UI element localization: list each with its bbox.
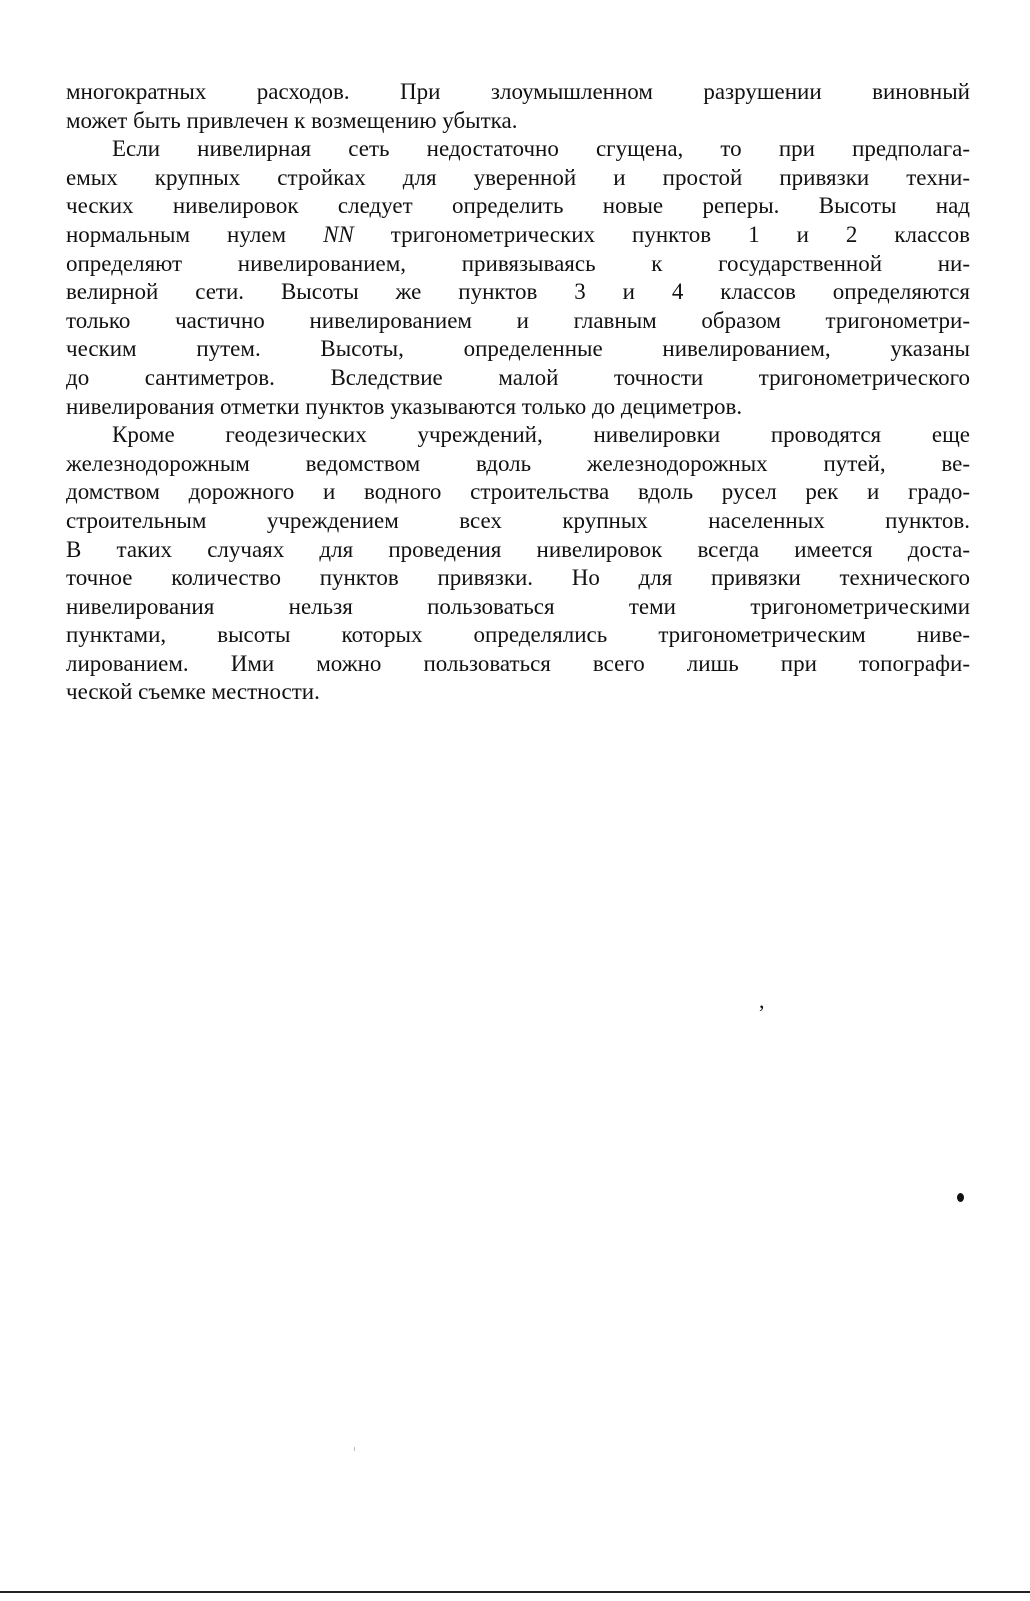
text-line: Кроме геодезических учреждений, нивелировки проводятся еще <box>112 422 970 448</box>
text-line: нормальным нулем NN тригонометрических пунктов 1 и 2 классов <box>66 221 971 247</box>
text-line: до сантиметров. Вследствие малой точности тригонометрического <box>66 364 970 390</box>
text-line: определяют нивелированием, привязываясь к государственной ни- <box>66 250 970 276</box>
paragraph-2 <box>66 135 970 421</box>
faint-speck-mark <box>354 1447 355 1451</box>
text-line: В таких случаях для проведения нивелировок всегда имеется доста- <box>66 536 970 562</box>
body-text <box>66 78 970 707</box>
text-line: многократных расходов. При злоумышленном разрушении виновный <box>66 79 970 104</box>
text-line: лированием. Ими можно пользоваться всего лишь при топографи- <box>66 650 970 676</box>
text-line: емых крупных стройках для уверенной и простой привязки техни- <box>66 164 970 190</box>
text-line: ческим путем. Высоты, определенные нивелированием, указаны <box>66 336 970 362</box>
text-line: железнодорожным ведомством вдоль железнодорожных путей, ве- <box>66 450 970 476</box>
text-line: точное количество пунктов привязки. Но для привязки технического <box>66 565 970 591</box>
text-line: нивелирования нельзя пользоваться теми тригонометрическими <box>66 593 970 619</box>
paragraph-3 <box>66 421 970 707</box>
text-line: нивелирования отметки пунктов указываются только до дециметров. <box>66 393 743 419</box>
bottom-edge-rule <box>0 1591 1030 1593</box>
text-line: ческой съемке местности. <box>66 679 320 705</box>
stray-dot-mark <box>957 1193 964 1202</box>
paragraph-1 <box>66 78 970 135</box>
text-line: может быть привлечен к возмещению убытка. <box>66 107 518 133</box>
symbol-nn: NN <box>323 221 354 247</box>
text-line: Если нивелирная сеть недостаточно сгущена, то при предполага- <box>112 136 970 162</box>
text-line: строительным учреждением всех крупных населенных пунктов. <box>66 507 970 533</box>
text-line: домством дорожного и водного строительства вдоль русел рек и градо- <box>66 479 970 505</box>
stray-comma-mark: , <box>759 988 765 1013</box>
text-line: велирной сети. Высоты же пунктов 3 и 4 классов определяются <box>66 279 970 305</box>
text-line: только частично нивелированием и главным образом тригонометри- <box>66 307 970 333</box>
text-line: ческих нивелировок следует определить новые реперы. Высоты над <box>66 193 970 219</box>
text-line: пунктами, высоты которых определялись тригонометрическим ниве- <box>66 622 970 648</box>
